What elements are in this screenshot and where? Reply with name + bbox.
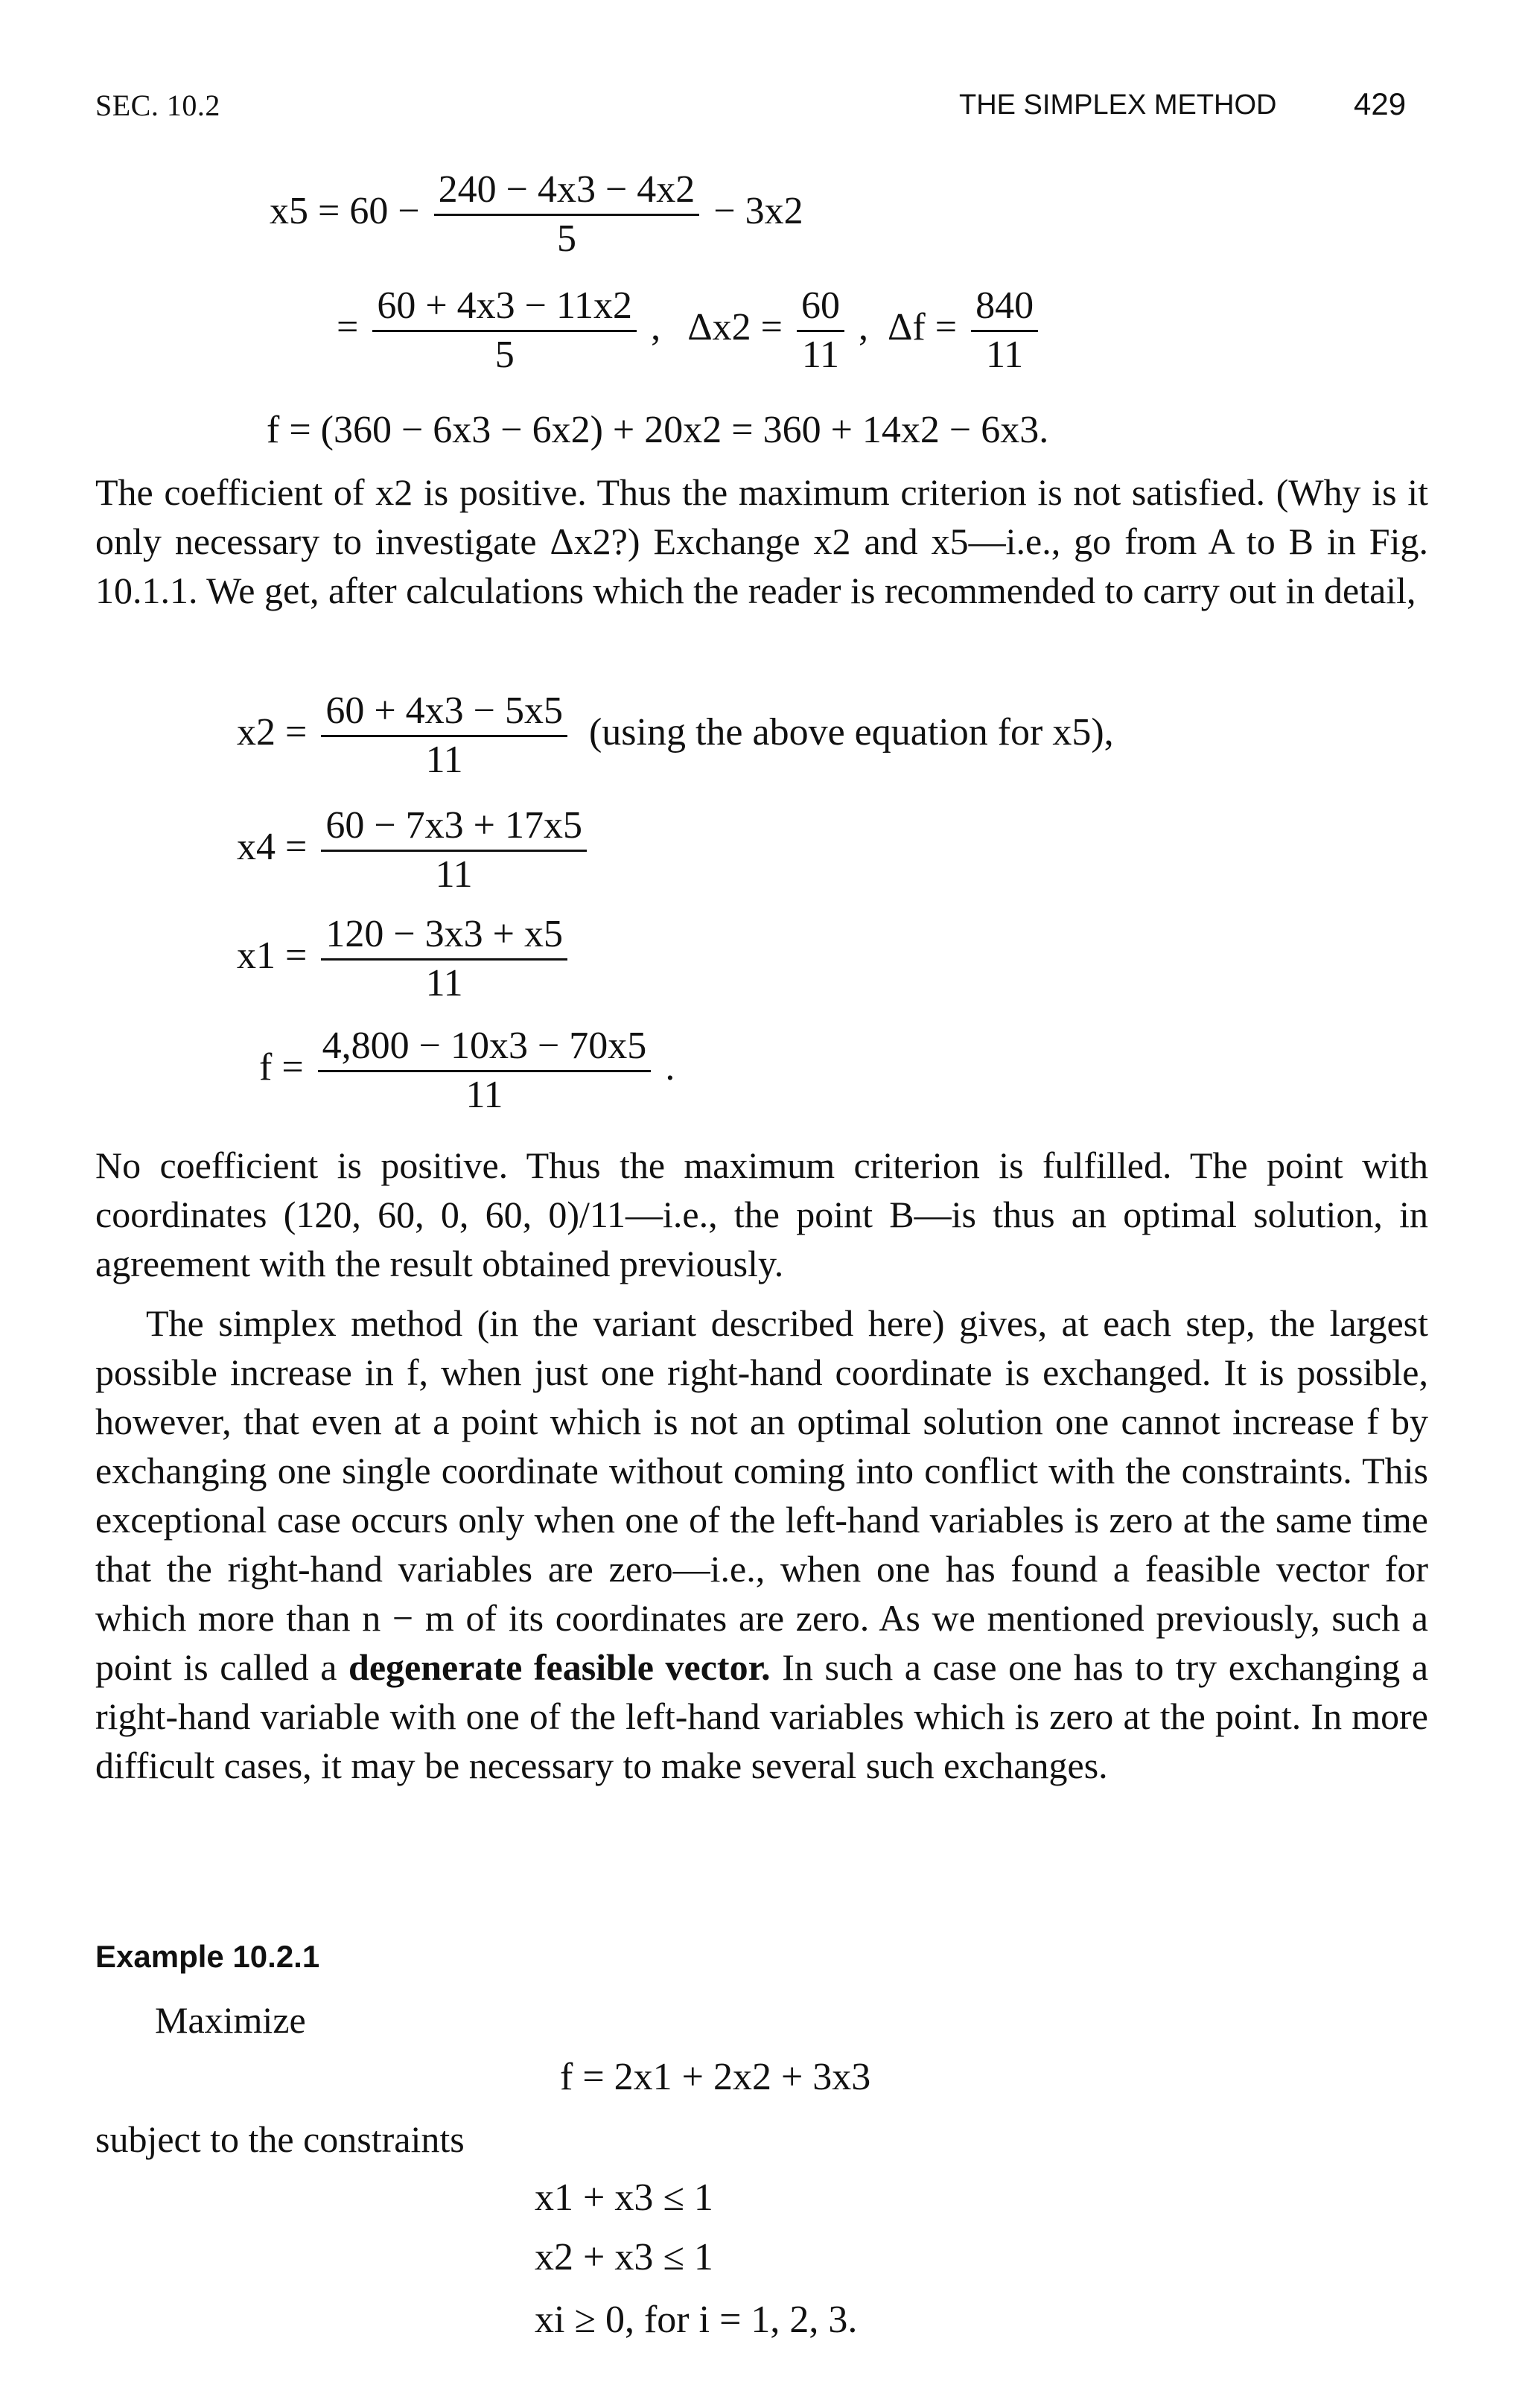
eq-x4-numerator: 60 − 7x3 + 17x5: [321, 806, 587, 852]
eq-x1-lhs: x1 =: [237, 934, 308, 978]
running-title: THE SIMPLEX METHOD: [959, 89, 1277, 121]
eq-x5-a: 60 −: [349, 190, 420, 233]
eq-x2-lhs: x2 =: [237, 711, 308, 754]
eq-f-lhs: f =: [259, 1046, 304, 1089]
eq-df-fraction: [971, 286, 1038, 375]
eq-x1-denominator: 11: [425, 961, 463, 1004]
eq-f-denominator: 11: [465, 1073, 503, 1116]
eq-f-fraction: [318, 1026, 652, 1115]
eq-f-end: .: [665, 1046, 675, 1089]
eq-x5-denominator: 5: [556, 217, 576, 260]
paragraph-3: [95, 1299, 1428, 1790]
paragraph-2: No coefficient is positive. Thus the maximum criterion is fulfilled. The point with coordinates (120, 60, 0, 60, 0)/11—i.e., the point B—is thus an optimal solution, in agreement with the result obtained previously.: [95, 1144, 1428, 1284]
eq-x5b-numerator: 60 + 4x3 − 11x2: [372, 286, 637, 332]
eq-x2-numerator: 60 + 4x3 − 5x5: [321, 691, 567, 737]
example-maximize: Maximize: [155, 1999, 306, 2041]
eq-dx2-denominator: 11: [801, 333, 839, 376]
eq-df-lhs: Δf =: [887, 306, 958, 349]
example-subject-to: subject to the constraints: [95, 2118, 465, 2160]
eq-x1-numerator: 120 − 3x3 + x5: [321, 914, 567, 961]
example-heading: Example 10.2.1: [95, 1939, 320, 1974]
eq-x5-tail: − 3x2: [713, 190, 803, 233]
eq-f-numerator: 4,800 − 10x3 − 70x5: [318, 1026, 652, 1072]
eq-x4-denominator: 11: [435, 853, 473, 896]
equation-x2: [237, 691, 1114, 780]
equation-x5-simplified: = $\frac{60 + 4x3 - 11x2}{5}$ , Δx2 = $\frac{60}{11}$ , Δf = $\frac{840}{11}$: [337, 286, 1042, 375]
eq-x5-fraction: [434, 170, 700, 259]
eq-x2-note: (using the above equation for x5),: [588, 711, 1114, 754]
eq-x5b-fraction: [372, 286, 637, 375]
eq-x4-fraction: [321, 806, 587, 895]
paragraph-3-text-a: The simplex method (in the variant described here) gives, at each step, the largest possible increase in f, when just one right-hand coordinate is exchanged. It is possible, however, that even at a point which is not an optimal solution one cannot increase f by exchanging one single coordinate without coming into conflict with the constraints. This exceptional case occurs only when one of the left-hand variables is zero at the same time that the right-hand variables are zero—i.e., when one has found a feasible vector for which more than n − m of its coordinates are zero. As we mentioned previously, such a point is called a: [95, 1302, 1428, 1688]
eq-dx2-lhs: Δx2 =: [687, 306, 783, 349]
example-objective: f = 2x1 + 2x2 + 3x3: [560, 2056, 871, 2098]
paragraph-1: The coefficient of x2 is positive. Thus the maximum criterion is not satisfied. (Why is it only necessary to investigate Δx2?) Exchange x2 and x5—i.e., go from A to B in Fig. 10.1.1. We get, after calculations which the reader is recommended to carry out in detail,: [95, 471, 1428, 611]
equation-f-final: [259, 1026, 675, 1115]
term-degenerate-feasible-vector: degenerate feasible vector.: [348, 1646, 771, 1688]
eq-df-denominator: 11: [986, 333, 1024, 376]
constraint-1: x1 + x3 ≤ 1: [535, 2176, 713, 2219]
equation-x5: [270, 170, 803, 259]
eq-dx2-fraction: [797, 286, 844, 375]
equation-f-expansion: f = (360 − 6x3 − 6x2) + 20x2 = 360 + 14x2 − 6x3.: [267, 409, 1049, 451]
eq-x1-fraction: [321, 914, 567, 1004]
constraint-2: x2 + x3 ≤ 1: [535, 2236, 713, 2278]
eq-x5-lhs: x5 =: [270, 190, 340, 233]
eq-dx2-numerator: 60: [797, 286, 844, 332]
eq-df-numerator: 840: [971, 286, 1038, 332]
page-number: 429: [1354, 86, 1407, 121]
section-label: SEC. 10.2: [95, 89, 220, 122]
eq-x2-fraction: [321, 691, 567, 780]
constraint-3: xi ≥ 0, for i = 1, 2, 3.: [535, 2299, 858, 2341]
eq-x2-denominator: 11: [425, 738, 463, 781]
equation-x1: [237, 914, 572, 1004]
paragraph-3-text-b: In such a case one has to try exchanging a right-hand variable with one of the left-hand variables which is zero at the point. In more difficult cases, it may be necessary to make several such exchanges.: [95, 1646, 1429, 1786]
eq-x5-numerator: 240 − 4x3 − 4x2: [434, 170, 700, 216]
eq-x5b-denominator: 5: [494, 333, 515, 376]
eq-x4-lhs: x4 =: [237, 826, 308, 869]
eq-x5b-eq: =: [337, 306, 359, 349]
equation-x4: [237, 806, 591, 895]
